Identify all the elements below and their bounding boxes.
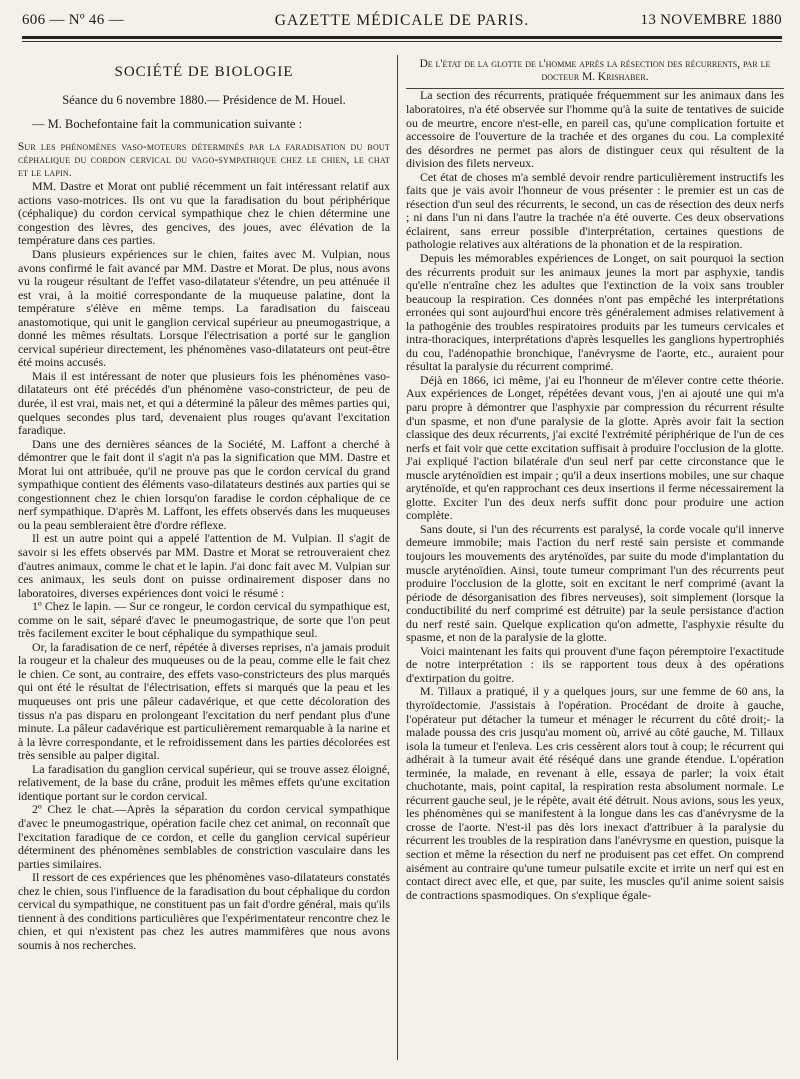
header-rule-thick <box>22 36 782 39</box>
running-header <box>22 10 782 32</box>
right-column <box>406 58 784 902</box>
left-column <box>18 58 390 952</box>
paragraph: Dans plusieurs expériences sur le chien, faites avec M. Vulpian, nous avons confirmé le fait avancé par MM. Dastre et Morat. De plus, nous avons vu la rougeur résultant de l'effet vaso-dilatateur s'étendre, un peu atténuée il est vrai, à la moitié correspondante de la muqueuse palatine, dont la température s'élève en même temps. La faradisation du faisceau anastomotique, qui unit le ganglion cervical supérieur au pneumogastrique, a donné les mêmes résultats. Lorsque l'électrisation a porté sur le ganglion cervical supérieur directement, les phénomènes vaso-dilatateurs ont peut-être été moins accusés. <box>18 246 390 370</box>
page-issue-number: 606 — Nº 46 — <box>22 12 124 28</box>
issue-date: 13 NOVEMBRE 1880 <box>640 12 782 28</box>
paragraph: Déjà en 1866, ici même, j'ai eu l'honneur de m'élever contre cette théorie. Aux expériences de Longet, répétées devant vous, j'en ai ajouté une qui m'a paru propre à démontrer que l'asphyxie par compression du récurrent résulte d'un spasme, et non d'une paralysie de la glotte. Après avoir fait la section classique des deux récurrents, j'ai excité l'extrémité périphérique de l'un de ces nerfs et fait voir que cette excitation suffisait à produire l'occlusion de la glotte. J'ai expliqué l'action bilatérale d'un seul nerf par cette circonstance que le muscle aryténoïdien est impair ; qu'il a deux insertions mobiles, une sur chaque aryténoïde, et qu'en rapprochant ces deux insertions il ferme nécessairement la glotte. Exciter l'un des deux nerfs suffit donc pour produire une action complète. <box>406 372 784 523</box>
paragraph: 1º Chez le lapin. — Sur ce rongeur, le cordon cervical du sympathique est, comme on le sait, séparé d'avec le pneumogastrique, de sorte que l'on peut très facilement exciter le bout céphalique du sympathique seul. <box>18 599 390 641</box>
header-rule-thin <box>22 41 782 42</box>
paragraph: Il ressort de ces expériences que les phénomènes vaso-dilatateurs constatés chez le chien, sous l'influence de la faradisation du bout céphalique du cordon cervical du sympathique, ne constituent pas un fait d'ordre général, mais qu'ils tiennent à des conditions particulières que l'expérimentateur rencontre chez le chien, et qui n'existent pas chez les autres mammifères que nous avons soumis à nos recherches. <box>18 870 390 952</box>
journal-title: GAZETTE MÉDICALE DE PARIS. <box>274 12 530 29</box>
paragraph: La faradisation du ganglion cervical supérieur, qui se trouve assez éloigné, relativement, de la base du crâne, produit les mêmes effets qu'une excitation identique portant sur le cordon cervical. <box>18 761 390 803</box>
column-separator <box>397 55 398 1060</box>
article-title: De l'état de la glotte de l'homme après la résection des récurrents, par le docteur M. Krishaber. <box>406 58 784 89</box>
paragraph: Cet état de choses m'a semblé devoir rendre particulièrement instructifs les faits que je vais avoir l'honneur de vous présenter : le premier est un cas de résection d'un seul des récurrents, le second, un cas de résection des deux nerfs ; ni dans l'un ni dans l'autre la trachée n'a été ouverte. Ces deux observations éclairent, sans erreur possible d'interprétation, certaines questions de pathologie relatives aux altérations de la phonation et de la respiration. <box>406 169 784 252</box>
section-title: SOCIÉTÉ DE BIOLOGIE <box>114 64 294 80</box>
paragraph: Dans une des dernières séances de la Société, M. Laffont a cherché à démontrer que le fait dont il s'agit n'a pas la signification que MM. Dastre et Morat lui ont attribuée, qu'il ne prouve pas que le cordon cervical du grand sympathique contient des éléments vaso-dilatateurs destinés aux parties qui se congestionnent chez le chien lorsqu'on faradise le cordon céphalique de ce nerf sympathique. D'après M. Laffont, les effets observés dans les muqueuses ou la peau sembleraient être d'ordre réflexe. <box>18 436 390 532</box>
paragraph: Or, la faradisation de ce nerf, répétée à diverses reprises, n'a jamais produit la rougeur et la chaleur des muqueuses ou de la peau, comme elle le fait chez le chien. Ce sont, au contraire, des effets vaso-constricteurs des plus marqués qui ont été le résultat de l'électrisation, effets si marqués que la peau et les muqueuses ont pris une pâleur cadavérique, et que cette décoloration des tissus n'a pas disparu en prolongeant l'excitation du nerf pendant plus d'une minute. La pâleur cadavérique est particulièrement remarquable à la narine et à la lèvre correspondante, et le refroidissement dans les parties décolorées est très sensible au palper digital. <box>18 639 390 763</box>
paragraph: Voici maintenant les faits qui prouvent d'une façon péremptoire l'exactitude de notre interprétation : ils se rapportent tous deux à des opérations d'extirpation du goitre. <box>406 643 784 685</box>
paragraph: Mais il est intéressant de noter que plusieurs fois les phénomènes vaso-dilatateurs ont été précédés d'un phénomène vaso-constricteur, de peu de durée, il est vrai, mais net, et qui a déterminé la pâleur des mêmes parties qui, quelques secondes plus tard, devenaient plus rouges qu'avant l'excitation faradique. <box>18 368 390 438</box>
article-title: Sur les phénomènes vaso-moteurs déterminés par la faradisation du bout céphalique du cordon cervical du vago-sympathique chez le chien, le chat et le lapin. <box>18 140 390 180</box>
paragraph: Depuis les mémorables expériences de Longet, on sait pourquoi la section des récurrents produit sur les animaux jeunes la mort par asphyxie, tandis qu'elle n'entraîne chez les adultes que l'extinction de la voix sans troubler beaucoup la respiration. Ces données n'ont pas empêché les interprétations erronées qui sont aujourd'hui encore très généralement admises relativement à la pathogénie des troubles respiratoires produits par les tumeurs cervicales et intra-thoraciques, interprétations d'après lesquelles les ganglions hypertrophiés du cou, l'adénopathie bronchique, l'anévrysme de l'aorte, etc., auraient pour résultat la paralysie du récurrent comprimé. <box>406 250 784 374</box>
paragraph: Sans doute, si l'un des récurrents est paralysé, la corde vocale qu'il innerve demeure immobile; mais l'action du nerf resté sain persiste et commande toujours les mouvements des aryténoïdes, par suite du mode d'implantation du muscle aryténoïdien. Ainsi, toute tumeur comprimant l'un des récurrents peut produire l'occlusion de la glotte, soit en excitant le nerf comprimé (avant la période de désorganisation des fibres nerveuses), soit simplement (lorsque la conductibilité du nerf comprimé est détruite) par la seule persistance d'action du nerf resté sain. Quelque explication qu'on admette, l'asphyxie résulte du spasme, et non de la paralysie de la glotte. <box>406 521 784 645</box>
paragraph: 2º Chez le chat.—Après la séparation du cordon cervical sympathique d'avec le pneumogastrique, opération facile chez cet animal, on reconnaît que l'excitation faradique de ce cordon, et celle du ganglion cervical supérieur déterminent des phénomènes semblables de constriction vasculaire dans les parties similaires. <box>18 802 390 871</box>
communication-line: — M. Bochefontaine fait la communication suivante : <box>32 117 303 132</box>
paragraph: La section des récurrents, pratiquée fréquemment sur les animaux dans les laboratoires, n'a été observée sur l'homme qu'à la suite de tentatives de suicide ou de meurtre, encore n'est-elle, en pareil cas, qu'une complication fortuite et accessoire de l'ouverture de la trachée et des organes du cou. La complexité des désordres ne permet pas alors de distinguer ceux qui résultent de la division des filets nerveux. <box>406 88 784 171</box>
seance-line: Séance du 6 novembre 1880.— Présidence de M. Houel. <box>62 92 346 107</box>
paragraph: Il est un autre point qui a appelé l'attention de M. Vulpian. Il s'agit de savoir si les effets observés par MM. Dastre et Morat se retrouveraient chez d'autres animaux, comme le chat et le lapin. J'ai donc fait avec M. Vulpian sur ces animaux, les seuls dont on puisse ordinairement disposer dans no laboratoires, diverses expériences dont voici le résumé : <box>18 531 390 600</box>
paragraph: MM. Dastre et Morat ont publié récemment un fait intéressant relatif aux actions vaso-motrices. Ils ont vu que la faradisation du bout périphérique (céphalique) du cordon cervical sympathique chez le chien détermine une congestion des lèvres, des gencives, des joues, avec élévation de la température dans ces parties. <box>18 179 390 248</box>
paragraph: M. Tillaux a pratiqué, il y a quelques jours, sur une femme de 60 ans, la thyroïdectomie. J'assistais à l'opération. Procédant de droite à gauche, l'opérateur put détacher la tumeur et ménager le récurrent du côté droit;- la malade poussa des cris jusqu'au moment où, arrivé au côté gauche, M. Tillaux isola la tumeur et l'enleva. Les cris cessèrent alors tout à coup; le récurrent qui adhérait à la tumeur avait été réséqué dans une grande étendue. L'opération terminée, la malade, en revenant à elle, essaya de parler; la voix était chuchotante, mais, point capital, la respiration resta absolument normale. Le récurrent gauche seul, je le répète, avait été détruit. Nous avions, sous les yeux, les phénomènes qui se manifestent à la longue dans les cas d'anévrysme de la crosse de l'aorte. N'est-il pas dès lors inexact d'attribuer à la paralysie du récurrent les troubles de la respiration dans l'anévrysme en question, puisque la section et même la résection du nerf ne produisent pas cet effet. On comprend aisément au contraire qu'une tumeur pulsatile excite et irrite un nerf qui est en contact direct avec elle, et que, par suite, les muscles qu'il anime soient saisis de contractions spasmodiques. On s'explique égale- <box>406 684 784 902</box>
